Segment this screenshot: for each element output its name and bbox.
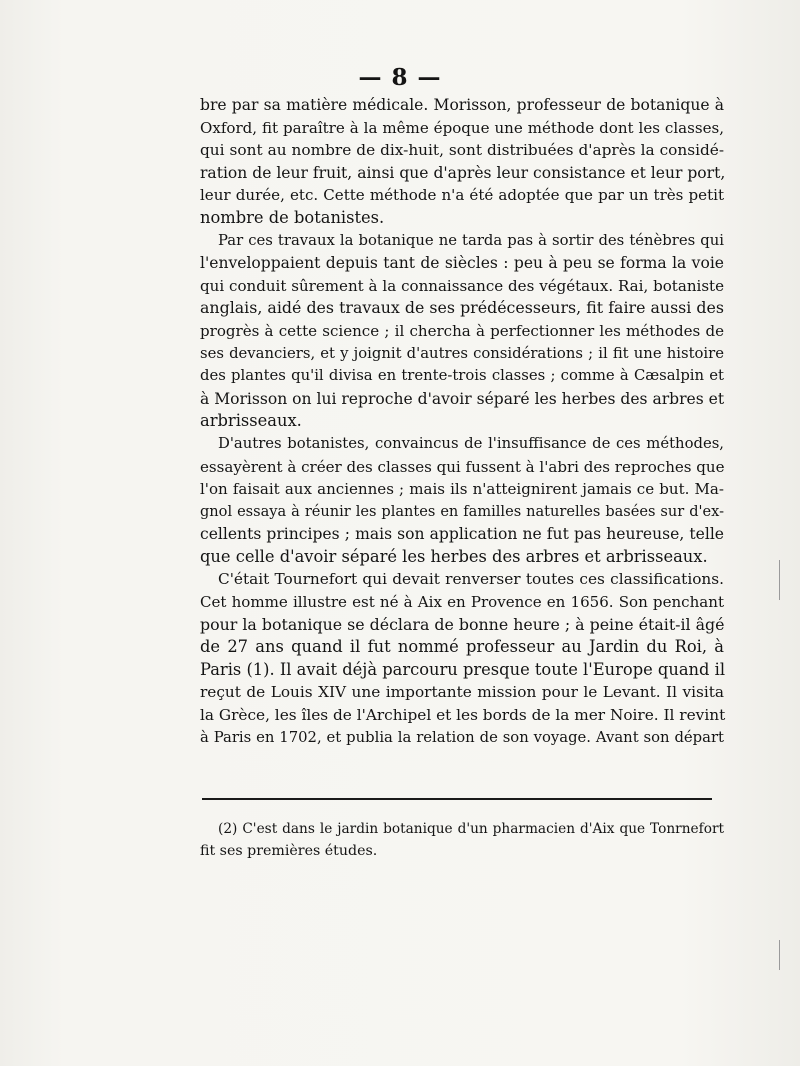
text-line: arbrisseaux. — [200, 411, 302, 431]
text-line: gnol essaya à réunir les plantes en familles naturelles basées sur d'ex- — [200, 502, 724, 520]
page-number: — 8 — — [358, 64, 442, 91]
text-line: qui sont au nombre de dix-huit, sont distribuées d'après la considé- — [200, 141, 724, 160]
footnotes — [200, 818, 724, 862]
text-line: à Paris en 1702, et publia la relation de son voyage. Avant son départ — [200, 728, 724, 746]
text-line: essayèrent à créer des classes qui fussent à l'abri des reproches que — [200, 457, 725, 476]
text-line: de 27 ans quand il fut nommé professeur au Jardin du Roi, à — [200, 637, 724, 657]
footnote-line: fit ses premières études. — [200, 843, 378, 859]
text-line: bre par sa matière médicale. Morisson, professeur de botanique à — [200, 96, 724, 114]
page-edge-mark — [779, 560, 780, 600]
text-line: l'enveloppaient depuis tant de siècles : peu à peu se forma la voie — [200, 254, 724, 273]
text-line: à Morisson on lui reproche d'avoir séparé les herbes des arbres et — [200, 389, 725, 408]
text-line: Oxford, fit paraître à la même époque une méthode dont les classes, — [200, 118, 724, 137]
footnote-line: (2) C'est dans le jardin botanique d'un pharmacien d'Aix que Tonrnefort — [218, 821, 724, 837]
text-line: qui conduit sûrement à la connaissance des végétaux. Rai, botaniste — [200, 276, 724, 295]
text-line: leur durée, etc. Cette méthode n'a été adoptée que par un très petit — [200, 186, 724, 205]
text-line: ration de leur fruit, ainsi que d'après leur consistance et leur port, — [200, 163, 726, 182]
text-line: la Grèce, les îles de l'Archipel et les bords de la mer Noire. Il revint — [200, 706, 726, 725]
text-line: pour la botanique se déclara de bonne heure ; à peine était-il âgé — [200, 614, 725, 634]
text-line: Paris (1). Il avait déjà parcouru presque toute l'Europe quand il — [200, 659, 726, 679]
text-line: l'on faisait aux anciennes ; mais ils n'atteignirent jamais ce but. Ma- — [200, 480, 724, 499]
text-line: reçut de Louis XIV une importante mission pour le Levant. Il visita — [200, 683, 724, 702]
text-line: C'était Tournefort qui devait renverser toutes ces classifications. — [218, 570, 724, 589]
body-text — [200, 94, 724, 749]
text-line: progrès à cette science ; il chercha à perfectionner les méthodes de — [200, 321, 724, 340]
text-line: des plantes qu'il divisa en trente-trois classes ; comme à Cæsalpin et — [200, 367, 724, 385]
footnote-divider — [202, 798, 712, 800]
text-line: cellents principes ; mais son application ne fut pas heureuse, telle — [200, 525, 724, 544]
page-edge-mark — [779, 940, 780, 970]
text-line: Cet homme illustre est né à Aix en Provence en 1656. Son penchant — [200, 593, 724, 612]
text-line: nombre de botanistes. — [200, 207, 385, 227]
text-line: ses devanciers, et y joignit d'autres considérations ; il fit une histoire — [200, 344, 724, 362]
text-line: que celle d'avoir séparé les herbes des arbres et arbrisseaux. — [200, 546, 708, 566]
text-line: D'autres botanistes, convaincus de l'insuffisance de ces méthodes, — [218, 434, 724, 452]
text-line: Par ces travaux la botanique ne tarda pas à sortir des ténèbres qui — [218, 231, 724, 249]
text-line: anglais, aidé des travaux de ses prédécesseurs, fit faire aussi des — [200, 298, 724, 318]
